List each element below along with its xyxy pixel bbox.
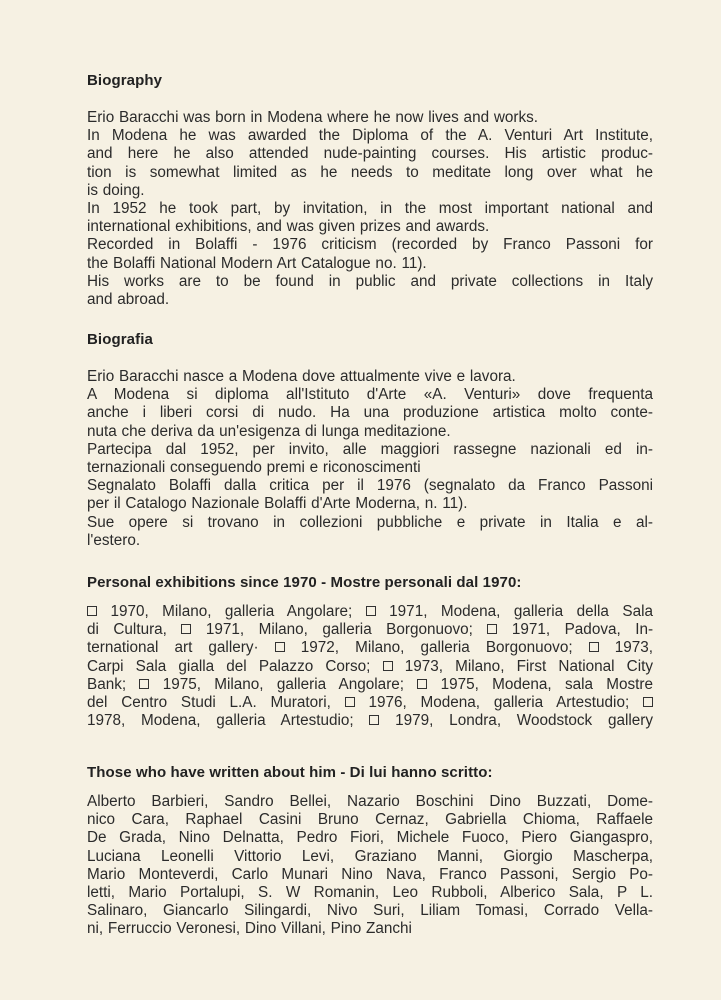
exhibition-entry: 1979, Londra, Woodstock gallery — [395, 712, 654, 730]
text-line: Mario Monteverdi, Carlo Munari Nino Nava, Franco Passoni, Sergio Po- — [87, 865, 653, 883]
writers-text — [87, 793, 653, 939]
exhibitions-heading: Personal exhibitions since 1970 - Mostre personali dal 1970: — [87, 574, 522, 591]
text-line: Erio Baracchi was born in Modena where he now lives and works. — [87, 109, 539, 126]
exhibition-entry: Carpi Sala gialla del Palazzo Corso; — [87, 657, 371, 675]
text-line: nico Cara, Raphael Casini Bruno Cernaz, Gabriella Chioma, Raffaele — [87, 811, 653, 829]
exhibition-entry: ternational art gallery· — [87, 639, 259, 657]
text-line: ni, Ferruccio Veronesi, Dino Villani, Pino Zanchi — [87, 920, 412, 938]
exhibition-line — [87, 639, 653, 657]
text-line: Partecipa dal 1952, per invito, alle maggiori rassegne nazionali ed in- — [87, 440, 653, 458]
exhibition-entry: 1973, — [614, 639, 654, 657]
biography-heading: Biography — [87, 72, 163, 89]
exhibition-entry: 1972, Milano, galleria Borgonuovo; — [300, 639, 573, 657]
exhibition-entry: del Centro Studi L.A. Muratori, — [87, 694, 331, 712]
exhibition-entry: 1978, Modena, galleria Artestudio; — [87, 712, 354, 730]
checkbox-square-icon — [139, 679, 149, 689]
checkbox-square-icon — [417, 679, 427, 689]
exhibitions-section — [87, 574, 653, 730]
checkbox-square-icon — [87, 606, 97, 616]
checkbox-square-icon — [589, 642, 599, 652]
checkbox-square-icon — [369, 715, 379, 725]
text-line: In Modena he was awarded the Diploma of the A. Venturi Art Institute, — [87, 127, 653, 145]
text-line: His works are to be found in public and private collections in Italy — [87, 272, 653, 290]
exhibition-line — [87, 712, 653, 730]
exhibition-entry: 1970, Milano, galleria Angolare; — [110, 603, 353, 620]
exhibition-entry: 1971, Modena, galleria della Sala — [389, 603, 653, 620]
biografia-section — [87, 331, 653, 550]
checkbox-square-icon — [345, 697, 355, 707]
text-line: l'estero. — [87, 531, 141, 549]
checkbox-square-icon — [275, 642, 285, 652]
text-line: Recorded in Bolaffi - 1976 criticism (recorded by Franco Passoni for — [87, 236, 653, 254]
text-line: the Bolaffi National Modern Art Catalogue no. 11). — [87, 254, 427, 272]
exhibition-entry: 1976, Modena, galleria Artestudio; — [368, 694, 630, 712]
exhibitions-list — [87, 603, 653, 730]
text-line: and abroad. — [87, 291, 170, 309]
checkbox-square-icon — [487, 624, 497, 634]
exhibition-line — [87, 621, 653, 639]
text-line: tion is somewhat limited as he needs to meditate long over what he — [87, 163, 653, 181]
text-line: anche i liberi corsi di nudo. Ha una produzione artistica molto conte- — [87, 404, 653, 422]
text-line: nuta che deriva da un'esigenza di lunga meditazione. — [87, 422, 451, 440]
exhibition-line — [87, 676, 653, 694]
text-line: is doing. — [87, 181, 145, 199]
text-line: Luciana Leonelli Vittorio Levi, Graziano Manni, Giorgio Mascherpa, — [87, 847, 653, 865]
text-line: ternazionali conseguendo premi e riconoscimenti — [87, 459, 421, 477]
biography-text — [87, 109, 653, 309]
biografia-heading: Biografia — [87, 331, 153, 348]
biografia-text — [87, 368, 653, 550]
text-line: letti, Mario Portalupi, S. W Romanin, Leo Rubboli, Alberico Sala, P L. — [87, 884, 653, 902]
text-line: Alberto Barbieri, Sandro Bellei, Nazario Boschini Dino Buzzati, Dome- — [87, 793, 653, 810]
exhibition-entry: 1975, Modena, sala Mostre — [440, 675, 654, 693]
text-line: international exhibitions, and was given prizes and awards. — [87, 218, 490, 236]
text-line: per il Catalogo Nazionale Bolaffi d'Arte Moderna, n. 11). — [87, 495, 468, 513]
exhibition-entry: di Cultura, — [87, 621, 167, 639]
text-line: Salinaro, Giancarlo Silingardi, Nivo Suri, Liliam Tomasi, Corrado Vella- — [87, 902, 653, 920]
exhibition-entry: 1973, Milano, First National City — [404, 657, 654, 675]
checkbox-square-icon — [383, 661, 393, 671]
text-line: and here he also attended nude-painting courses. His artistic produc- — [87, 145, 653, 163]
exhibition-entry: 1975, Milano, galleria Angolare; — [162, 675, 405, 693]
exhibition-line — [87, 603, 653, 621]
exhibition-line — [87, 658, 653, 676]
checkbox-square-icon — [366, 606, 376, 616]
text-line: Sue opere si trovano in collezioni pubbliche e private in Italia e al- — [87, 513, 653, 531]
text-line: A Modena si diploma all'Istituto d'Arte «A. Venturi» dove frequenta — [87, 386, 653, 404]
exhibition-line — [87, 694, 653, 712]
text-line: In 1952 he took part, by invitation, in the most important national and — [87, 200, 653, 218]
text-line: Erio Baracchi nasce a Modena dove attualmente vive e lavora. — [87, 368, 516, 385]
writers-heading: Those who have written about him - Di lui hanno scritto: — [87, 764, 493, 781]
text-line: De Grada, Nino Delnatta, Pedro Fiori, Michele Fuoco, Piero Giangaspro, — [87, 829, 653, 847]
exhibition-entry: 1971, Padova, In- — [511, 621, 654, 639]
writers-section — [87, 764, 653, 939]
text-line: Segnalato Bolaffi dalla critica per il 1976 (segnalato da Franco Passoni — [87, 477, 653, 495]
checkbox-square-icon — [181, 624, 191, 634]
exhibition-entry: 1971, Milano, galleria Borgonuovo; — [205, 621, 473, 639]
biography-section — [87, 72, 653, 309]
exhibition-entry: Bank; — [87, 675, 127, 693]
checkbox-square-icon — [643, 697, 653, 707]
